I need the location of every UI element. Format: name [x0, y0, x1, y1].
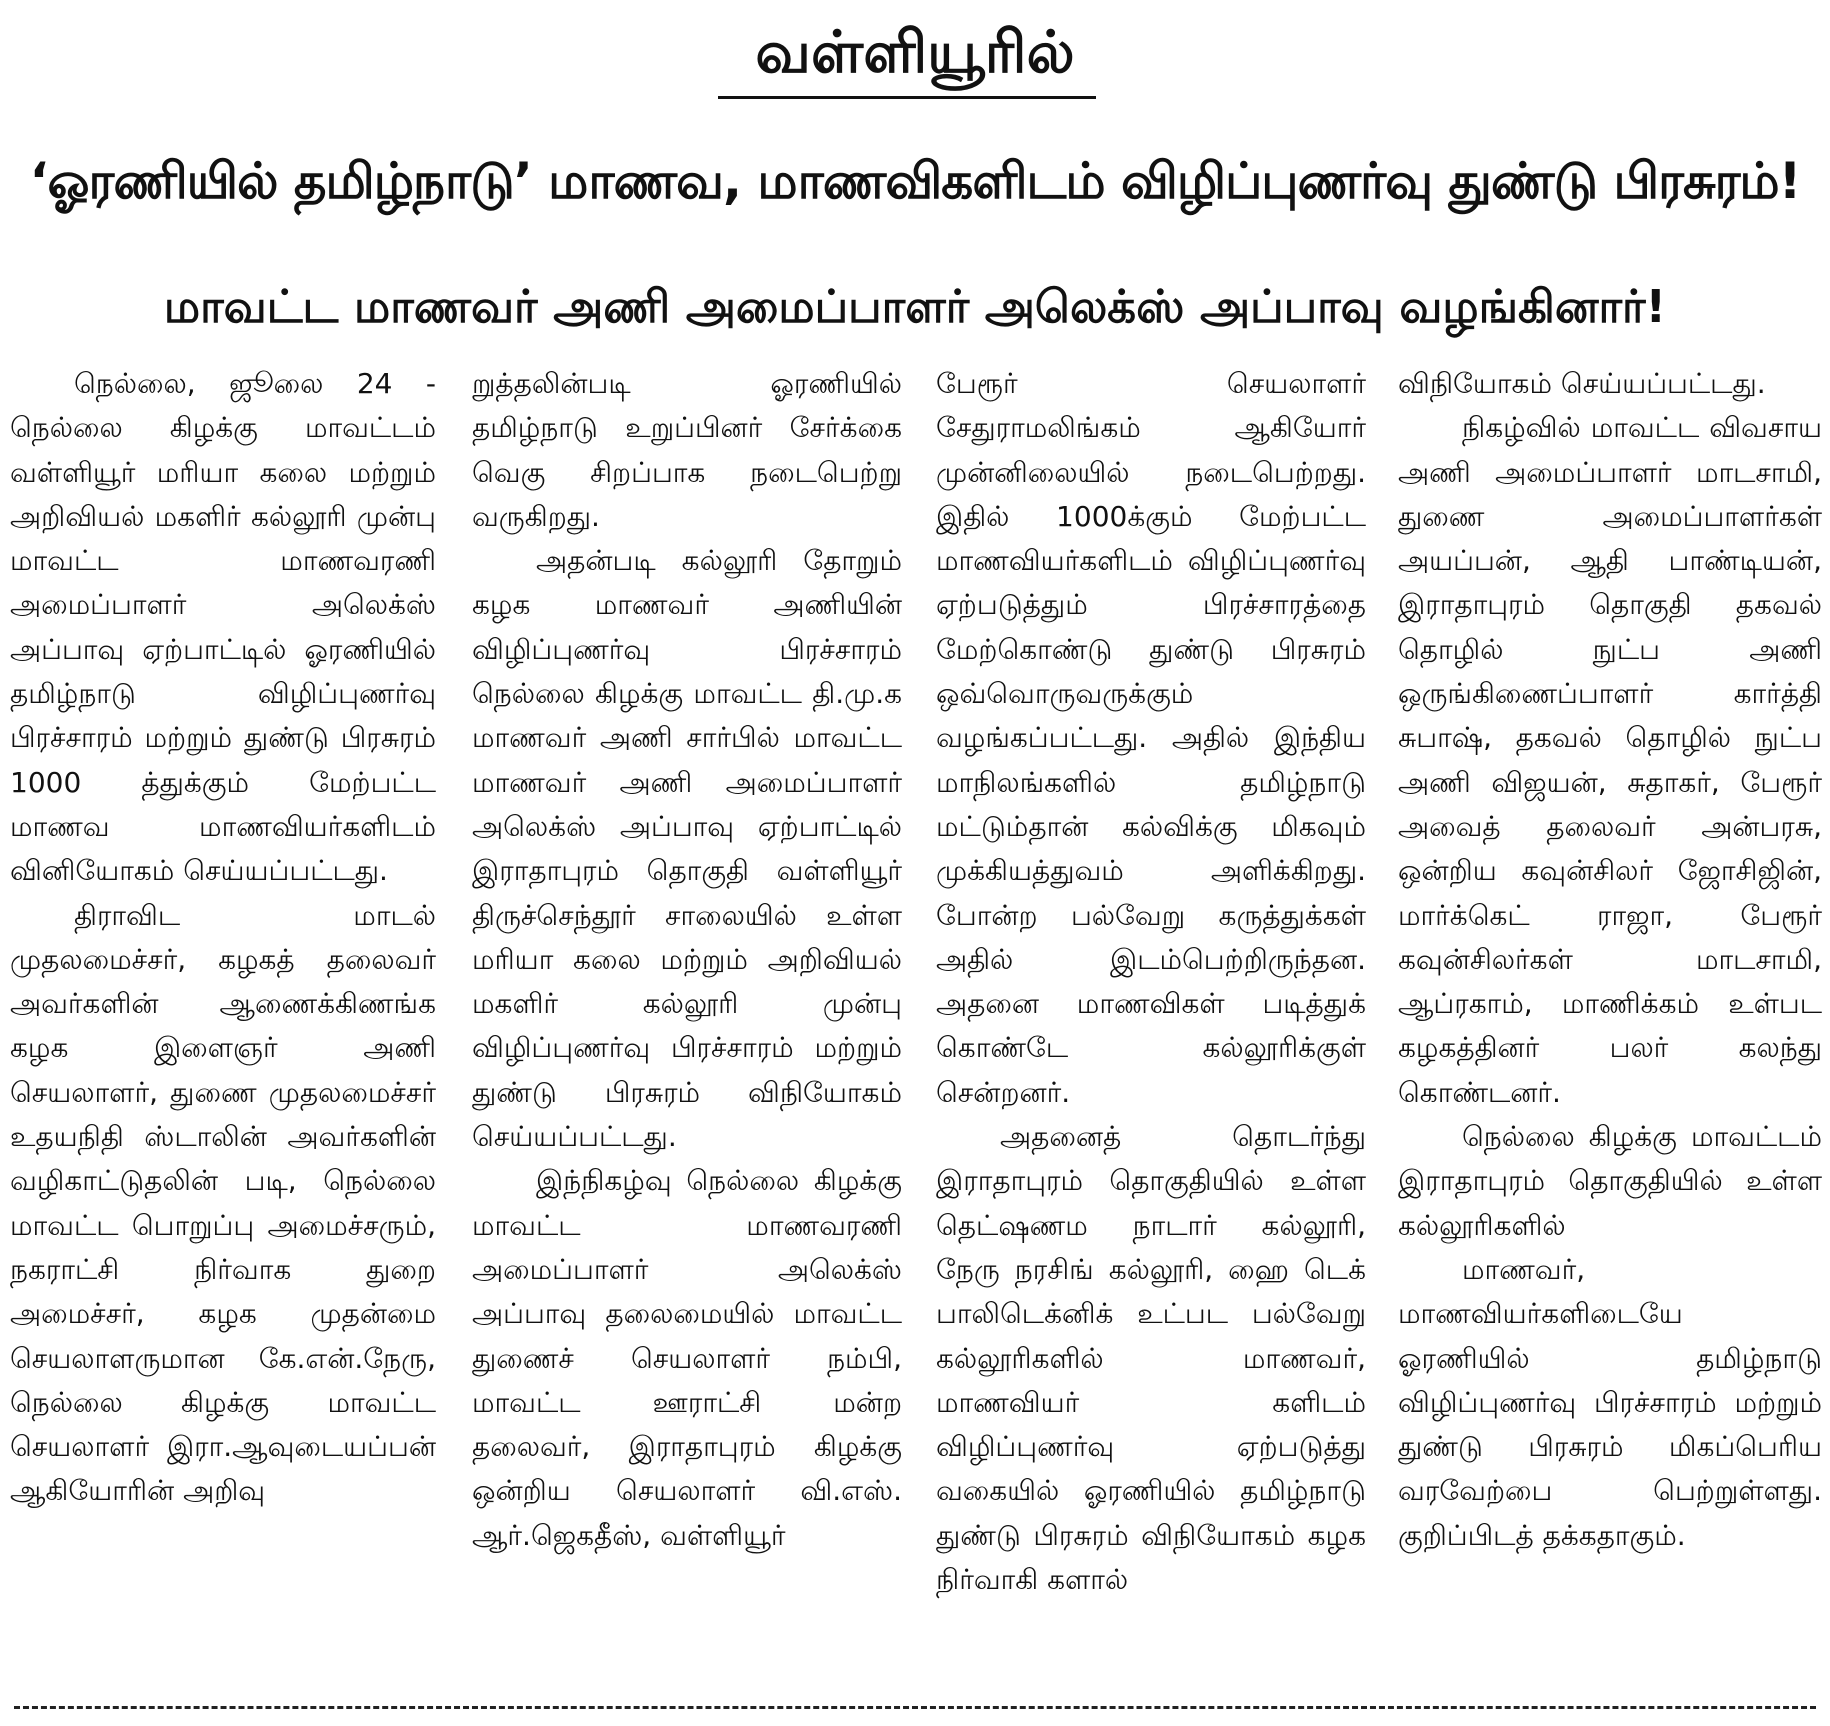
bottom-dashed-rule	[14, 1706, 1816, 1709]
article-body	[0, 362, 1830, 1686]
column-2-paragraph-1: றுத்தலின்படி ஓரணியில் தமிழ்நாடு உறுப்பினர் சேர்க்கை வெகு சிறப்பாக நடைபெற்று வருகிறது.	[472, 367, 902, 533]
column-3-paragraph-1: பேரூர் செயலாளர் சேதுராமலிங்கம் ஆகியோர் முன்னிலையில் நடைபெற்றது. இதில் 1000க்கும் மேற்பட்ட மாணவியர்களிடம் விழிப்புணர்வு ஏற்படுத்தும் பிரச்சாரத்தை மேற்கொண்டு துண்டு பிரசுரம் ஒவ்வொருவருக்கும் வழங்கப்பட்டது. அதில் இந்திய மாநிலங்களில் தமிழ்நாடு மட்டும்தான் கல்விக்கு மிகவும் முக்கியத்துவம் அளிக்கிறது. போன்ற பல்வேறு கருத்துக்கள் அதில் இடம்பெற்றிருந்தன. அதனை மாணவிகள் படித்துக் கொண்டே கல்லூரிக்குள் சென்றனர்.	[936, 367, 1366, 1109]
column-2-paragraph-2: அதன்படி கல்லூரி தோறும் கழக மாணவர் அணியின் விழிப்புணர்வு பிரச்சாரம் நெல்லை கிழக்கு மாவட்ட தி.மு.க மாணவர் அணி சார்பில் மாவட்ட மாணவர் அணி அமைப்பாளர் அலெக்ஸ் அப்பாவு ஏற்பாட்டில் இராதாபுரம் தொகுதி வள்ளியூர் திருச்செந்தூர் சாலையில் உள்ள மரியா கலை மற்றும் அறிவியல் மகளிர் கல்லூரி முன்பு விழிப்புணர்வு பிரச்சாரம் மற்றும் துண்டு பிரசுரம் விநியோகம் செய்யப்பட்டது.	[472, 544, 902, 1154]
column-1-paragraph-2: திராவிட மாடல் முதலமைச்சர், கழகத் தலைவர் அவர்களின் ஆணைக்கிணங்க கழக இளைஞர் அணி செயலாளர், துணை முதலமைச்சர் உதயநிதி ஸ்டாலின் அவர்களின் வழிகாட்டுதலின் படி, நெல்லை மாவட்ட பொறுப்பு அமைச்சரும், நகராட்சி நிர்வாக துறை அமைச்சர், கழக முதன்மை செயலாளருமான கே.என்.நேரு, நெல்லை கிழக்கு மாவட்ட செயலாளர் இரா.ஆவுடையப்பன் ஆகியோரின் அறிவு	[10, 898, 436, 1508]
column-4-paragraph-2: நிகழ்வில் மாவட்ட விவசாய அணி அமைப்பாளர் மாடசாமி, துணை அமைப்பாளர்கள் அயப்பன், ஆதி பாண்டியன், இராதாபுரம் தொகுதி தகவல் தொழில் நுட்ப அணி ஒருங்கிணைப்பாளர் கார்த்தி சுபாஷ், தகவல் தொழில் நுட்ப அணி விஜயன், சுதாகர், பேரூர் அவைத் தலைவர் அன்பரசு, ஒன்றிய கவுன்சிலர் ஜோசிஜின், மார்க்கெட் ராஜா, பேரூர் கவுன்சிலர்கள் மாடசாமி, ஆப்ரகாம், மாணிக்கம் உள்பட கழகத்தினர் பலர் கலந்து கொண்டனர்.	[1398, 411, 1822, 1109]
column-4-paragraph-1: விநியோகம் செய்யப்பட்டது.	[1398, 367, 1766, 400]
kicker-underline	[718, 96, 1096, 99]
article-column-3	[936, 362, 1366, 1686]
article-column-4	[1398, 362, 1822, 1686]
column-4-paragraph-3: நெல்லை கிழக்கு மாவட்டம் இராதாபுரம் தொகுதியில் உள்ள கல்லூரிகளில்	[1398, 1120, 1822, 1242]
article-subheadline: மாவட்ட மாணவர் அணி அமைப்பாளர் அலெக்ஸ் அப்பாவு வழங்கினார்!	[163, 280, 1667, 333]
column-4-paragraph-4: மாணவர், மாணவியர்களிடையே ஓரணியில் தமிழ்நாடு விழிப்புணர்வு பிரச்சாரம் மற்றும் துண்டு பிரசுரம் மிகப்பெரிய வரவேற்பை பெற்றுள்ளது. குறிப்பிடத் தக்கதாகும்.	[1398, 1252, 1822, 1552]
column-1-paragraph-1: நெல்லை, ஜூலை 24 - நெல்லை கிழக்கு மாவட்டம் வள்ளியூர் மரியா கலை மற்றும் அறிவியல் மகளிர் கல்லூரி முன்பு மாவட்ட மாணவரணி அமைப்பாளர் அலெக்ஸ் அப்பாவு ஏற்பாட்டில் ஓரணியில் தமிழ்நாடு விழிப்புணர்வு பிரச்சாரம் மற்றும் துண்டு பிரசுரம் 1000 த்துக்கும் மேற்பட்ட மாணவ மாணவியர்களிடம் வினியோகம் செய்யப்பட்டது.	[10, 367, 436, 888]
article-kicker: வள்ளியூரில்	[755, 18, 1075, 86]
column-2-paragraph-3: இந்நிகழ்வு நெல்லை கிழக்கு மாவட்ட மாணவரணி அமைப்பாளர் அலெக்ஸ் அப்பாவு தலைமையில் மாவட்ட துணைச் செயலாளர் நம்பி, மாவட்ட ஊராட்சி மன்ற தலைவர், இராதாபுரம் கிழக்கு ஒன்றிய செயலாளர் வி.எஸ். ஆர்.ஜெகதீஸ், வள்ளியூர்	[472, 1164, 902, 1552]
article-headline: ‘ஓரணியில் தமிழ்நாடு’ மாணவ, மாணவிகளிடம் விழிப்புணர்வு துண்டு பிரசுரம்!	[29, 152, 1801, 210]
article-column-1	[10, 362, 436, 1686]
column-3-paragraph-2: அதனைத் தொடர்ந்து இராதாபுரம் தொகுதியில் உள்ள தெட்ஷணம நாடார் கல்லூரி, நேரு நரசிங் கல்லூரி, ஹை டெக் பாலிடெக்னிக் உட்பட பல்வேறு கல்லூரிகளில் மாணவர், மாணவியர் களிடம் விழிப்புணர்வு ஏற்படுத்து வகையில் ஓரணியில் தமிழ்நாடு துண்டு பிரசுரம் விநியோகம் கழக நிர்வாகி களால்	[936, 1120, 1366, 1597]
article-column-2	[472, 362, 902, 1686]
